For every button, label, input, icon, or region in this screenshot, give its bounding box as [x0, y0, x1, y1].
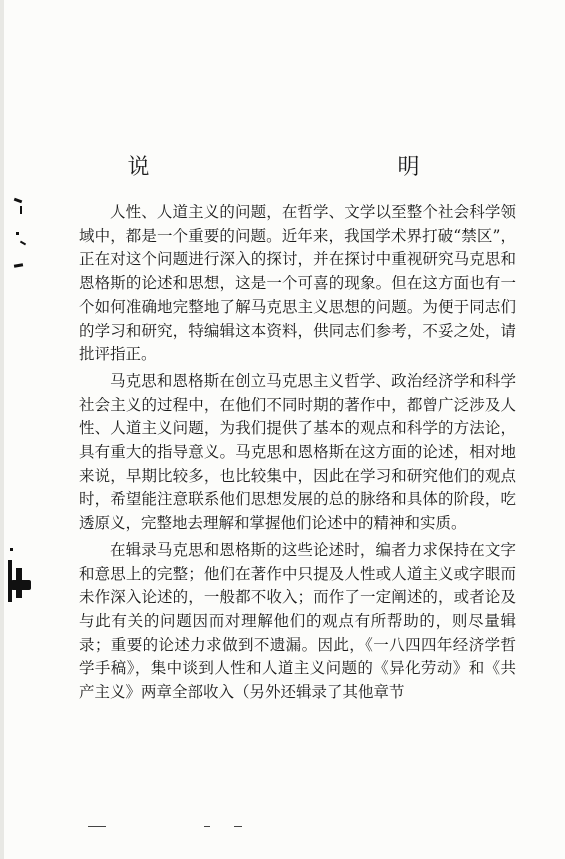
paragraph: 马克思和恩格斯在创立马克思主义哲学、政治经济学和科学社会主义的过程中，在他们不同时期的著作中，都曾广泛涉及人性、人道主义问题，为我们提供了基本的观点和科学的方法论，具有重大的指导意义。马克思和恩格斯在这方面的论述，相对地来说，早期比较多，也比较集中，因此在学习和研究他们的观点时，希望能注意联系他们思想发展的总的脉络和具体的阶段，吃透原义，完整地去理解和掌握他们论述中的精神和实质。	[79, 371, 516, 533]
footer-rule	[88, 826, 106, 827]
document-body	[79, 201, 516, 708]
page-binding-edge	[0, 0, 4, 859]
scan-speck-mark	[16, 568, 22, 598]
paragraph: 在辑录马克思和恩格斯的这些论述时，编者力求保持在文字和意思上的完整；他们在著作中只提及人性或人道主义或字眼而未作深入论述的，一般都不收入；而作了一定阐述的，或者论及与此有关的问题因而对理解他们的观点有所帮助的，则尽量辑录；重要的论述力求做到不遗漏。因此，《一八四四年经济学哲学手稿》，集中谈到人性和人道主义问题的《异化劳动》和《共产主义》两章全部收入（另外还辑录了其他章节	[79, 540, 516, 702]
paragraph: 人性、人道主义的问题，在哲学、文学以至整个社会科学领域中，都是一个重要的问题。近年来，我国学术界打破“禁区”，正在对这个问题进行深入的探讨，并在探讨中重视研究马克思和恩格斯的论述和思想，这是一个可喜的现象。但在这方面也有一个如何准确地完整地了解马克思主义思想的问题。为便于同志们的学习和研究，特编辑这本资料，供同志们参考，不妥之处，请批评指正。	[79, 203, 516, 364]
page-title: 说 明	[127, 155, 488, 180]
scan-speck-mark	[16, 232, 19, 235]
scan-speck-mark	[20, 206, 22, 214]
scan-speck-mark	[14, 263, 23, 268]
scan-speck-mark	[10, 548, 13, 551]
footer-rule	[234, 826, 242, 827]
scan-speck-mark	[20, 241, 26, 246]
footer-rule	[204, 826, 210, 827]
scan-speck-mark	[14, 198, 23, 204]
